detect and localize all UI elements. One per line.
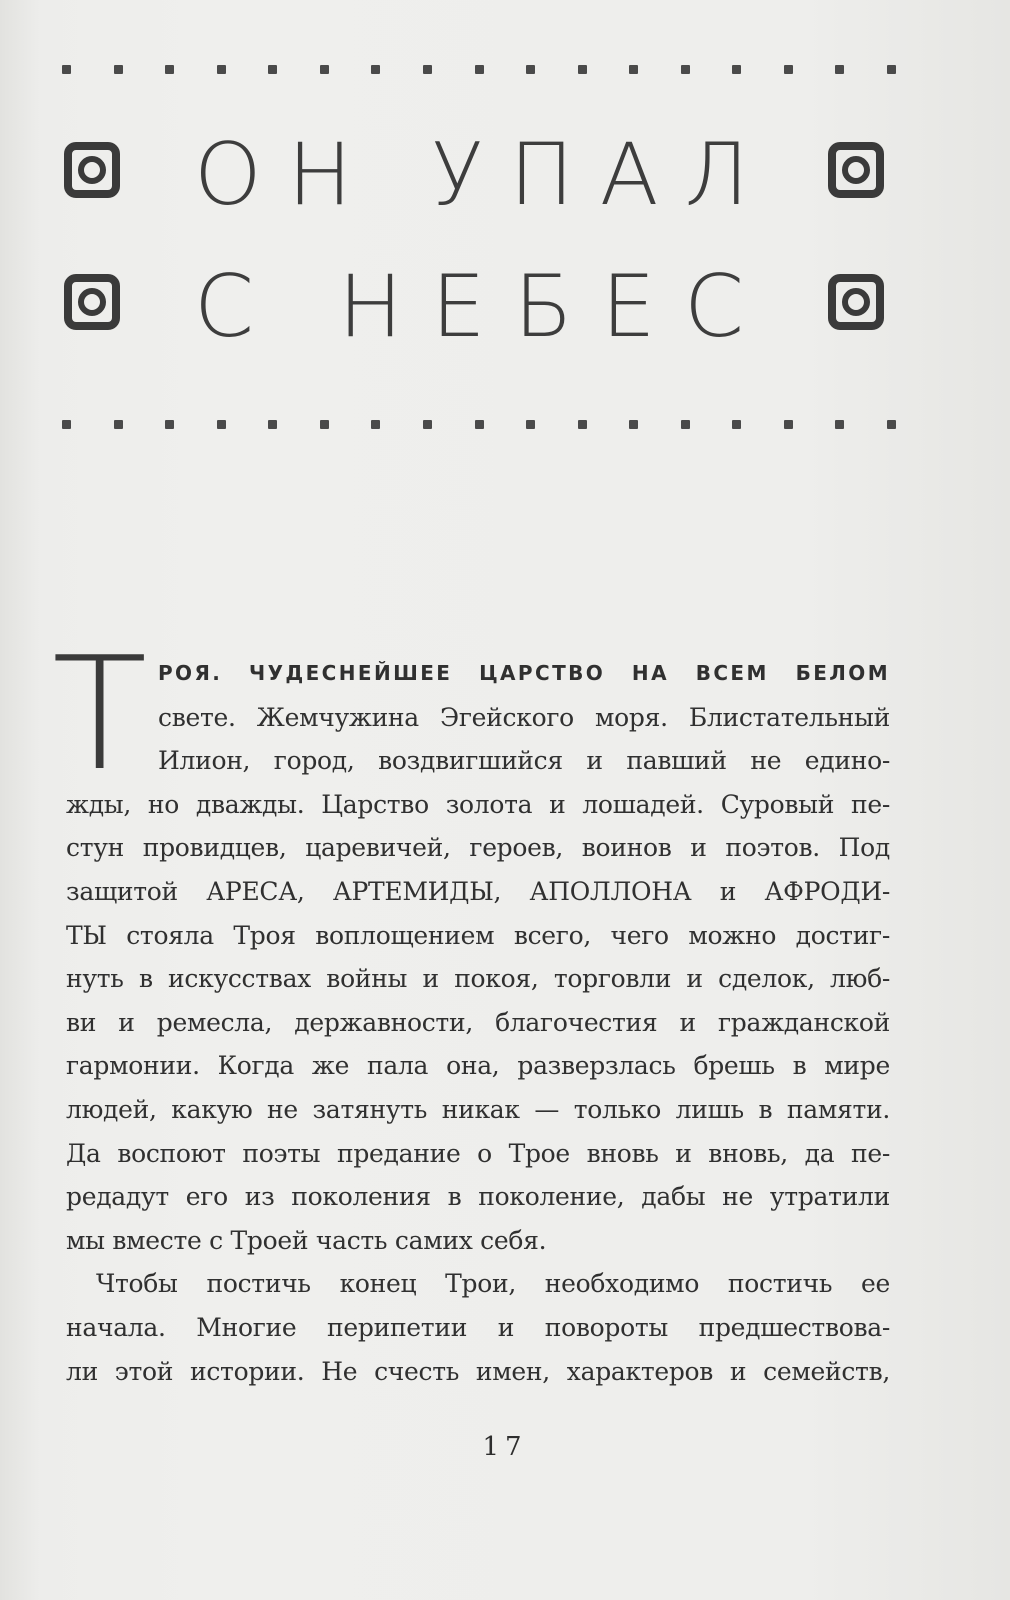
ornament-dot — [268, 420, 277, 429]
concentric-square-icon — [64, 142, 120, 198]
ornament-dot — [784, 65, 793, 74]
ornament-dot — [62, 65, 71, 74]
text-line: ви и ремесла, державности, благочестия и гражданской — [66, 1007, 890, 1037]
top-dot-ornament — [62, 63, 896, 75]
ornament-dot — [578, 65, 587, 74]
text-line: стун провидцев, царевичей, героев, воинов и поэтов. Под — [66, 833, 890, 863]
ornament-dot — [114, 65, 123, 74]
chapter-title-text: С НЕБЕС — [194, 257, 773, 357]
text-line: жды, но дважды. Царство золота и лошадей. Суровый пе- — [66, 789, 890, 819]
ornament-dot — [62, 420, 71, 429]
ornament-dot — [784, 420, 793, 429]
ornament-dot — [475, 65, 484, 74]
text-line: свете. Жемчужина Эгейского моря. Блистательный — [158, 702, 890, 732]
ornament-dot — [681, 420, 690, 429]
ornament-dot — [887, 420, 896, 429]
ornament-dot — [681, 65, 690, 74]
ornament-dot — [165, 65, 174, 74]
chapter-title-line-2 — [60, 257, 904, 357]
ornament-dot — [371, 65, 380, 74]
chapter-title-text: ОН УПАЛ — [194, 125, 775, 225]
ornament-dot — [114, 420, 123, 429]
ornament-dot — [475, 420, 484, 429]
concentric-square-icon — [64, 274, 120, 330]
text-line: Чтобы постичь конец Трои, необходимо постичь ее — [96, 1269, 890, 1299]
ornament-dot — [320, 420, 329, 429]
ornament-dot — [423, 65, 432, 74]
ornament-dot — [732, 65, 741, 74]
text-line: защитой АРЕСА, АРТЕМИДЫ, АПОЛЛОНА и АФРОДИ- — [66, 876, 890, 906]
text-line: нуть в искусствах войны и покоя, торговли и сделок, люб- — [66, 964, 890, 994]
text-line: редадут его из поколения в поколение, дабы не утратили — [66, 1182, 890, 1212]
concentric-square-icon — [828, 274, 884, 330]
text-line: начала. Многие перипетии и повороты предшествова- — [66, 1312, 890, 1342]
drop-cap: Т — [52, 623, 148, 805]
concentric-square-icon — [828, 142, 884, 198]
text-line: РОЯ. ЧУДЕСНЕЙШЕЕ ЦАРСТВО НА ВСЕМ БЕЛОМ — [158, 661, 890, 685]
ornament-dot — [217, 65, 226, 74]
ornament-dot — [578, 420, 587, 429]
ornament-dot — [268, 65, 277, 74]
chapter-title-line-1 — [60, 125, 904, 225]
body-text — [66, 652, 890, 1393]
ornament-dot — [217, 420, 226, 429]
page-number: 17 — [482, 1432, 528, 1462]
ornament-dot — [732, 420, 741, 429]
text-line: ли этой истории. Не счесть имен, характеров и семейств, — [66, 1356, 890, 1386]
text-line: мы вместе с Троей часть самих себя. — [66, 1225, 547, 1255]
text-line: ТЫ стояла Троя воплощением всего, чего можно достиг- — [66, 920, 890, 950]
text-line: гармонии. Когда же пала она, разверзлась брешь в мире — [66, 1051, 890, 1081]
ornament-dot — [835, 65, 844, 74]
ornament-dot — [835, 420, 844, 429]
ornament-dot — [423, 420, 432, 429]
ornament-dot — [526, 420, 535, 429]
bottom-dot-ornament — [62, 418, 896, 430]
ornament-dot — [526, 65, 535, 74]
text-line: людей, какую не затянуть никак — только лишь в памяти. — [66, 1094, 890, 1124]
ornament-dot — [629, 65, 638, 74]
ornament-dot — [165, 420, 174, 429]
ornament-dot — [887, 65, 896, 74]
ornament-dot — [320, 65, 329, 74]
ornament-dot — [371, 420, 380, 429]
text-line: Да воспоют поэты предание о Трое вновь и вновь, да пе- — [66, 1138, 890, 1168]
text-line: Илион, город, воздвигшийся и павший не едино- — [158, 746, 890, 776]
ornament-dot — [629, 420, 638, 429]
